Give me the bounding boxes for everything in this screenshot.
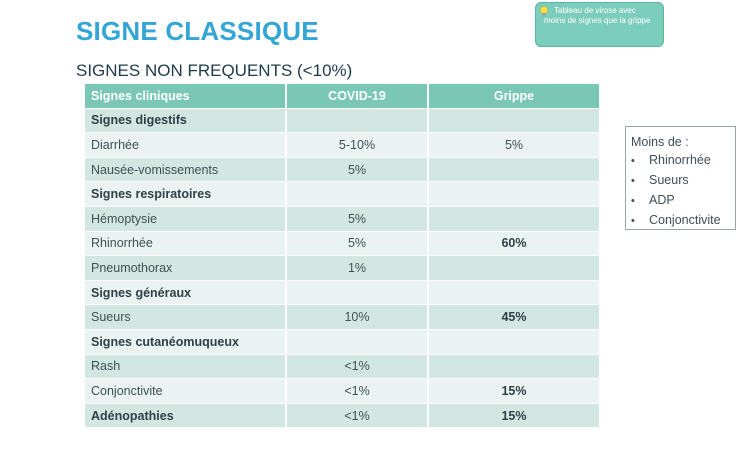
cell-covid: 1% (287, 256, 429, 281)
bullet-icon: • (631, 215, 635, 227)
table-header-row (85, 84, 599, 109)
cell-grippe: 5% (429, 133, 599, 158)
cell-sign: Rhinorrhée (85, 232, 287, 257)
cell-covid: <1% (287, 379, 429, 404)
summary-heading: Moins de : (631, 135, 689, 149)
summary-list (631, 151, 735, 231)
table-row (85, 305, 599, 330)
cell-sign: Pneumothorax (85, 256, 287, 281)
table-row (85, 133, 599, 158)
table-section-row (85, 109, 599, 134)
table-section-row (85, 182, 599, 207)
cell-sign: Nausée-vomissements (85, 158, 287, 183)
bullet-icon: • (631, 175, 635, 187)
cell-sign: Hémoptysie (85, 207, 287, 232)
column-header-grippe: Grippe (429, 84, 599, 109)
cell-covid: 5% (287, 232, 429, 257)
signs-table (85, 84, 599, 428)
cell-grippe (429, 256, 599, 281)
cell-grippe (429, 182, 599, 207)
cell-covid: 5-10% (287, 133, 429, 158)
cell-sign: Adénopathies (85, 404, 287, 429)
cell-covid: <1% (287, 404, 429, 429)
table-section-row (85, 281, 599, 306)
cell-covid (287, 330, 429, 355)
cell-covid: 10% (287, 305, 429, 330)
cell-sign: Diarrhée (85, 133, 287, 158)
cell-sign: Rash (85, 355, 287, 380)
table-row (85, 158, 599, 183)
lightbulb-icon (540, 6, 548, 18)
table-row (85, 379, 599, 404)
cell-covid: 5% (287, 207, 429, 232)
table-row (85, 207, 599, 232)
summary-box (625, 126, 736, 230)
bullet-icon: • (631, 155, 635, 167)
summary-item: • Sueurs (631, 171, 735, 191)
cell-grippe: 60% (429, 232, 599, 257)
cell-grippe (429, 158, 599, 183)
cell-covid (287, 281, 429, 306)
cell-grippe: 15% (429, 379, 599, 404)
cell-grippe (429, 281, 599, 306)
cell-grippe (429, 330, 599, 355)
table-row (85, 232, 599, 257)
cell-sign: Conjonctivite (85, 379, 287, 404)
column-header-signs: Signes cliniques (85, 84, 287, 109)
cell-grippe (429, 207, 599, 232)
slide-subtitle: SIGNES NON FREQUENTS (<10%) (76, 61, 353, 80)
cell-grippe: 15% (429, 404, 599, 429)
slide-title: SIGNE CLASSIQUE (76, 16, 319, 46)
column-header-covid: COVID-19 (287, 84, 429, 109)
sticky-note-text: Tableau de virose avec moins de signes que la grippe (544, 6, 651, 25)
cell-grippe (429, 355, 599, 380)
cell-grippe: 45% (429, 305, 599, 330)
table-row (85, 355, 599, 380)
cell-covid: <1% (287, 355, 429, 380)
cell-sign: Signes digestifs (85, 109, 287, 134)
cell-sign: Signes respiratoires (85, 182, 287, 207)
table-row (85, 404, 599, 429)
summary-item: • ADP (631, 191, 735, 211)
cell-covid (287, 182, 429, 207)
cell-grippe (429, 109, 599, 134)
table-row (85, 256, 599, 281)
cell-sign: Signes cutanéomuqueux (85, 330, 287, 355)
summary-item: • Conjonctivite (631, 211, 735, 231)
sticky-note (535, 2, 664, 47)
cell-sign: Signes généraux (85, 281, 287, 306)
table-section-row (85, 330, 599, 355)
cell-covid (287, 109, 429, 134)
bullet-icon: • (631, 195, 635, 207)
cell-sign: Sueurs (85, 305, 287, 330)
summary-item: • Rhinorrhée (631, 151, 735, 171)
cell-covid: 5% (287, 158, 429, 183)
